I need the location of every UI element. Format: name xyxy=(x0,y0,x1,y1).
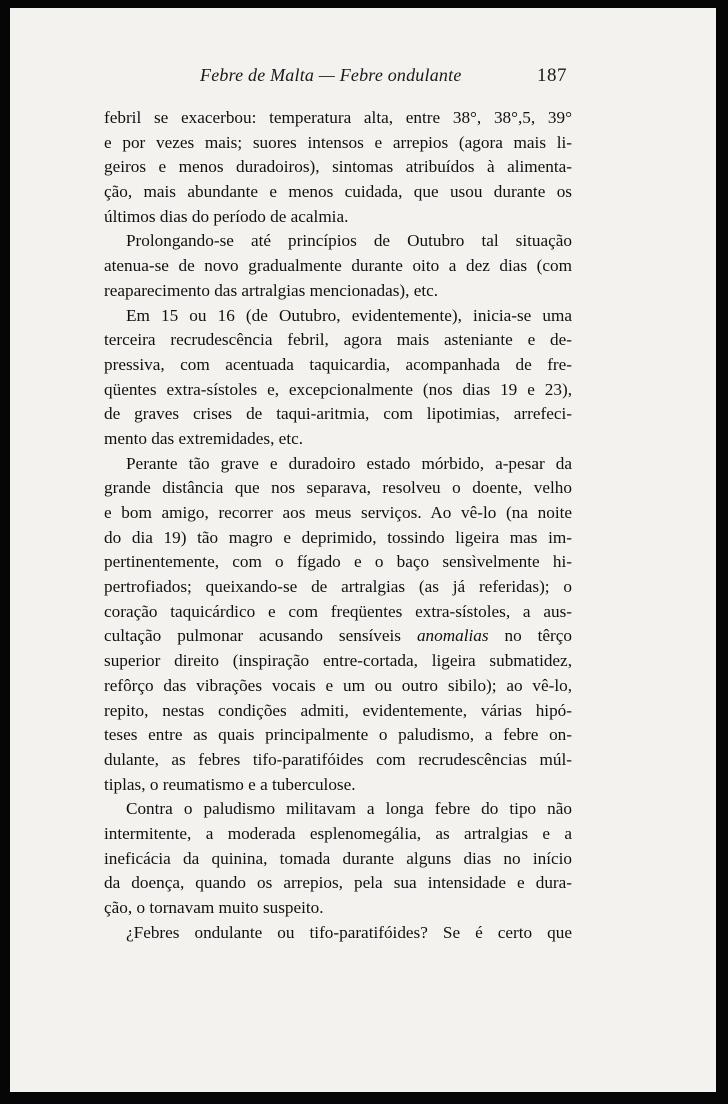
text-line: mento das extremidades, etc. xyxy=(104,428,304,448)
text-line: atenua-se de novo gradualmente durante oito a dez dias (com xyxy=(104,256,572,276)
paragraph xyxy=(104,921,572,946)
text-line: superior direito (inspiração entre-cortada, ligeira submatidez, xyxy=(104,651,572,671)
running-title: Febre de Malta — Febre ondulante xyxy=(200,65,462,85)
text-line: repito, nestas condições admiti, evidentemente, várias hipó- xyxy=(104,700,572,720)
emphasis-word: anomalias xyxy=(416,626,489,646)
text-line: qüentes extra-sístoles e, excepcionalmente (nos dias 19 e 23), xyxy=(104,379,572,399)
text-line: geiros e menos duradoiros), sintomas atribuídos à alimenta- xyxy=(104,157,572,177)
text-line: ¿Febres ondulante ou tifo-paratifóides? Se é certo que xyxy=(126,922,572,942)
text-line: pertrofiados; queixando-se de artralgias (as já referidas); o xyxy=(104,577,572,597)
text-line: Perante tão grave e duradoiro estado mórbido, a-pesar da xyxy=(126,453,572,473)
text-line: Prolongando-se até princípios de Outubro tal situação xyxy=(126,231,572,251)
paragraph xyxy=(104,304,572,452)
paragraph xyxy=(104,452,572,798)
paragraph xyxy=(104,229,572,303)
text-line: do dia 19) tão magro e deprimido, tossindo ligeira mas im- xyxy=(104,527,572,547)
text-line: refôrço das vibrações vocais e um ou outro sibilo); ao vê-lo, xyxy=(104,675,572,695)
text-line: coração taquicárdico e com freqüentes extra-sístoles, a aus- xyxy=(104,601,572,621)
text-line: últimos dias do período de acalmia. xyxy=(104,206,349,226)
text-segment: no têrço xyxy=(504,626,573,646)
text-line: Contra o paludismo militavam a longa febre do tipo não xyxy=(126,799,572,819)
book-page xyxy=(10,8,716,1092)
text-line: dulante, as febres tifo-paratifóides com recrudescências múl- xyxy=(104,749,572,769)
text-line: e por vezes mais; suores intensos e arrepios (agora mais li- xyxy=(104,132,572,152)
text-line: pressiva, com acentuada taquicardia, acompanhada de fre- xyxy=(104,354,572,374)
text-segment: cultação pulmonar acusando sensíveis xyxy=(104,626,401,646)
text-line: reaparecimento das artralgias mencionadas), etc. xyxy=(104,280,439,300)
text-line: grande distância que nos separava, resolveu o doente, velho xyxy=(104,478,572,498)
text-line: intermitente, a moderada esplenomegália, as artralgias e a xyxy=(104,823,572,843)
page-number: 187 xyxy=(537,65,567,86)
page-body xyxy=(104,106,572,945)
page-header xyxy=(10,65,716,95)
text-line: tiplas, o reumatismo e a tuberculose. xyxy=(104,774,356,794)
text-line: terceira recrudescência febril, agora mais asteniante e de- xyxy=(104,330,572,350)
text-line: Em 15 ou 16 (de Outubro, evidentemente), inicia-se uma xyxy=(126,305,572,325)
text-line: da doença, quando os arrepios, pela sua intensidade e dura- xyxy=(104,873,572,893)
paragraph xyxy=(104,106,572,229)
text-line: ineficácia da quinina, tomada durante alguns dias no início xyxy=(104,848,572,868)
text-line: febril se exacerbou: temperatura alta, entre 38°, 38°,5, 39° xyxy=(104,108,572,127)
text-line: teses entre as quais principalmente o paludismo, a febre on- xyxy=(104,725,572,745)
paragraph xyxy=(104,797,572,920)
text-line: ção, mais abundante e menos cuidada, que usou durante os xyxy=(104,182,572,202)
text-line: e bom amigo, recorrer aos meus serviços. Ao vê-lo (na noite xyxy=(104,503,572,522)
text-line: pertinentemente, com o fígado e o baço sensìvelmente hi- xyxy=(104,552,572,572)
text-line: de graves crises de taqui-aritmia, com lipotimias, arrefeci- xyxy=(104,404,572,424)
text-line: ção, o tornavam muito suspeito. xyxy=(104,898,324,917)
text-line xyxy=(104,624,572,649)
